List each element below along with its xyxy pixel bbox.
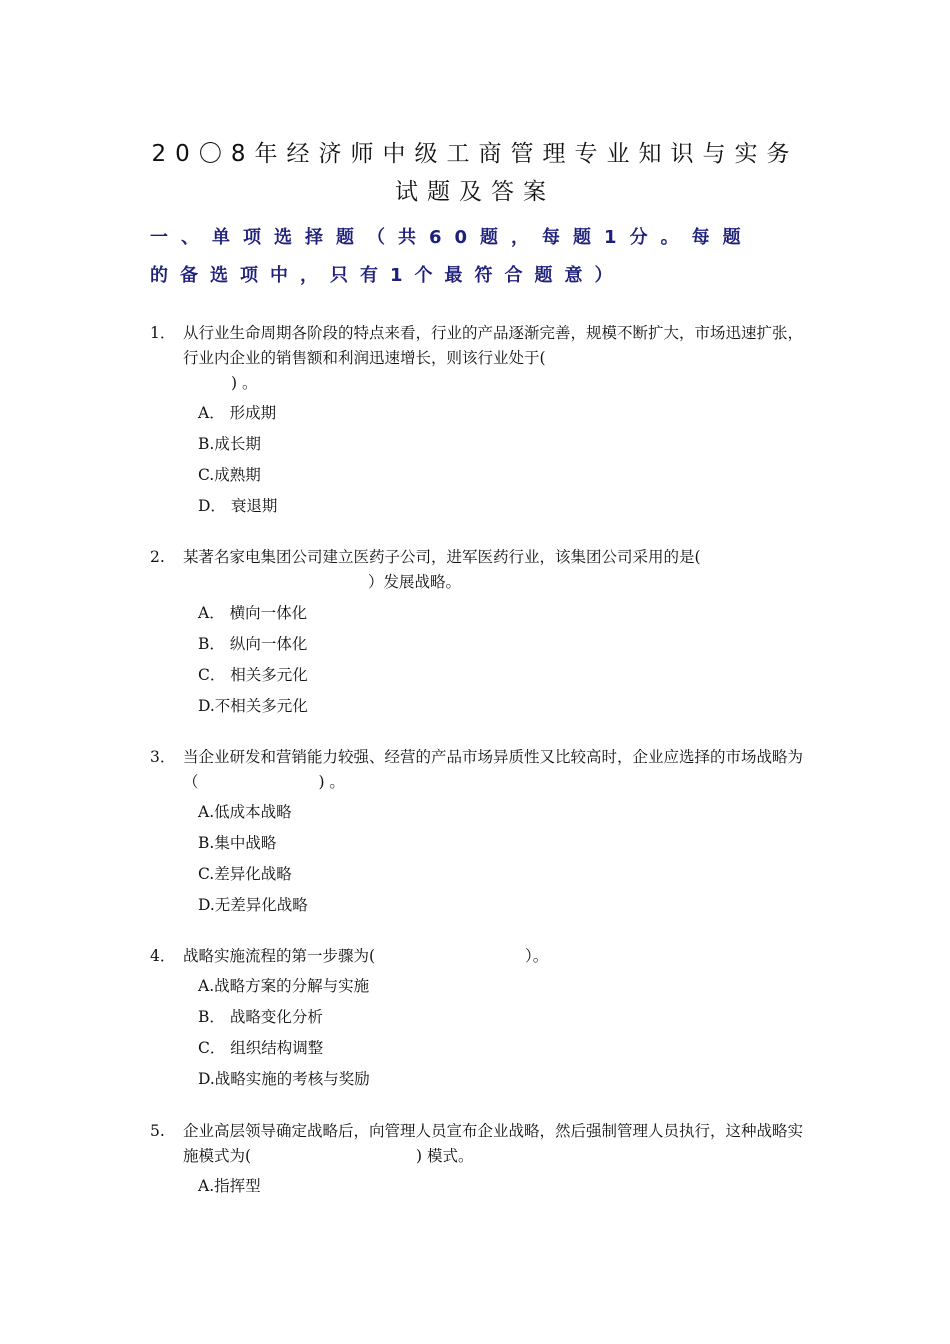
- question-blank-tail: ) 。: [231, 374, 258, 392]
- option-d: D.无差异化战略: [198, 896, 308, 914]
- question-blank-tail: ）。: [525, 947, 549, 965]
- question-1-options: [198, 398, 277, 522]
- question-4-options: [198, 971, 370, 1095]
- question-blank-tail: ) 模式。: [416, 1147, 474, 1165]
- question-stem: 当企业研发和营销能力较强、经营的产品市场异质性又比较高时，企业应选择的市场战略为（: [183, 748, 804, 791]
- question-number: 2.: [150, 548, 165, 566]
- option-a: A.指挥型: [198, 1177, 261, 1195]
- option-a: A.战略方案的分解与实施: [198, 977, 370, 995]
- option-c: C.成熟期: [198, 466, 261, 484]
- option-c: C.差异化战略: [198, 865, 292, 883]
- question-stem: 某著名家电集团公司建立医药子公司，进军医药行业，该集团公司采用的是(: [183, 548, 701, 566]
- option-b: B.成长期: [198, 435, 261, 453]
- question-blank-tail: ) 。: [318, 773, 345, 791]
- document-title-line-2: 试题及答案: [395, 179, 555, 205]
- question-number: 3．: [150, 748, 176, 766]
- question-2: [150, 545, 810, 595]
- question-number: 4．: [150, 947, 176, 965]
- option-c: C． 组织结构调整: [198, 1039, 324, 1057]
- question-5: [150, 1119, 810, 1169]
- option-b: B． 纵向一体化: [198, 635, 308, 653]
- question-2-options: [198, 598, 308, 722]
- question-1: [150, 321, 810, 396]
- question-stem: 战略实施流程的第一步骤为(: [183, 947, 376, 965]
- option-b: B． 战略变化分析: [198, 1008, 323, 1026]
- option-d: D.战略实施的考核与奖励: [198, 1070, 370, 1088]
- question-3: [150, 745, 810, 795]
- question-blank-tail: ）发展战略。: [368, 573, 462, 591]
- question-stem: 企业高层领导确定战略后，向管理人员宣布企业战略，然后强制管理人员执行，这种战略实施模式为(: [183, 1122, 804, 1165]
- option-a: A． 形成期: [198, 404, 277, 422]
- option-d: D． 衰退期: [198, 497, 278, 515]
- question-number: 5.: [150, 1122, 165, 1140]
- question-stem: 从行业生命周期各阶段的特点来看，行业的产品逐渐完善，规模不断扩大，市场迅速扩张，行业内企业的销售额和利润迅速增长，则该行业处于(: [183, 324, 804, 367]
- question-5-options: [198, 1171, 261, 1202]
- option-a: A.低成本战略: [198, 803, 292, 821]
- option-a: A． 横向一体化: [198, 604, 308, 622]
- option-c: C． 相关多元化: [198, 666, 308, 684]
- question-4: [150, 944, 810, 969]
- option-d: D.不相关多元化: [198, 697, 308, 715]
- question-number: 1．: [150, 324, 176, 342]
- question-3-options: [198, 797, 308, 921]
- section-heading-line-1: 一、单项选择题（共60题，每题1分。每题: [150, 227, 754, 248]
- option-b: B.集中战略: [198, 834, 277, 852]
- document-title-line-1: 20〇8年经济师中级工商管理专业知识与实务: [151, 141, 799, 167]
- section-heading-line-2: 的备选项中，只有1个最符合题意）: [150, 265, 625, 286]
